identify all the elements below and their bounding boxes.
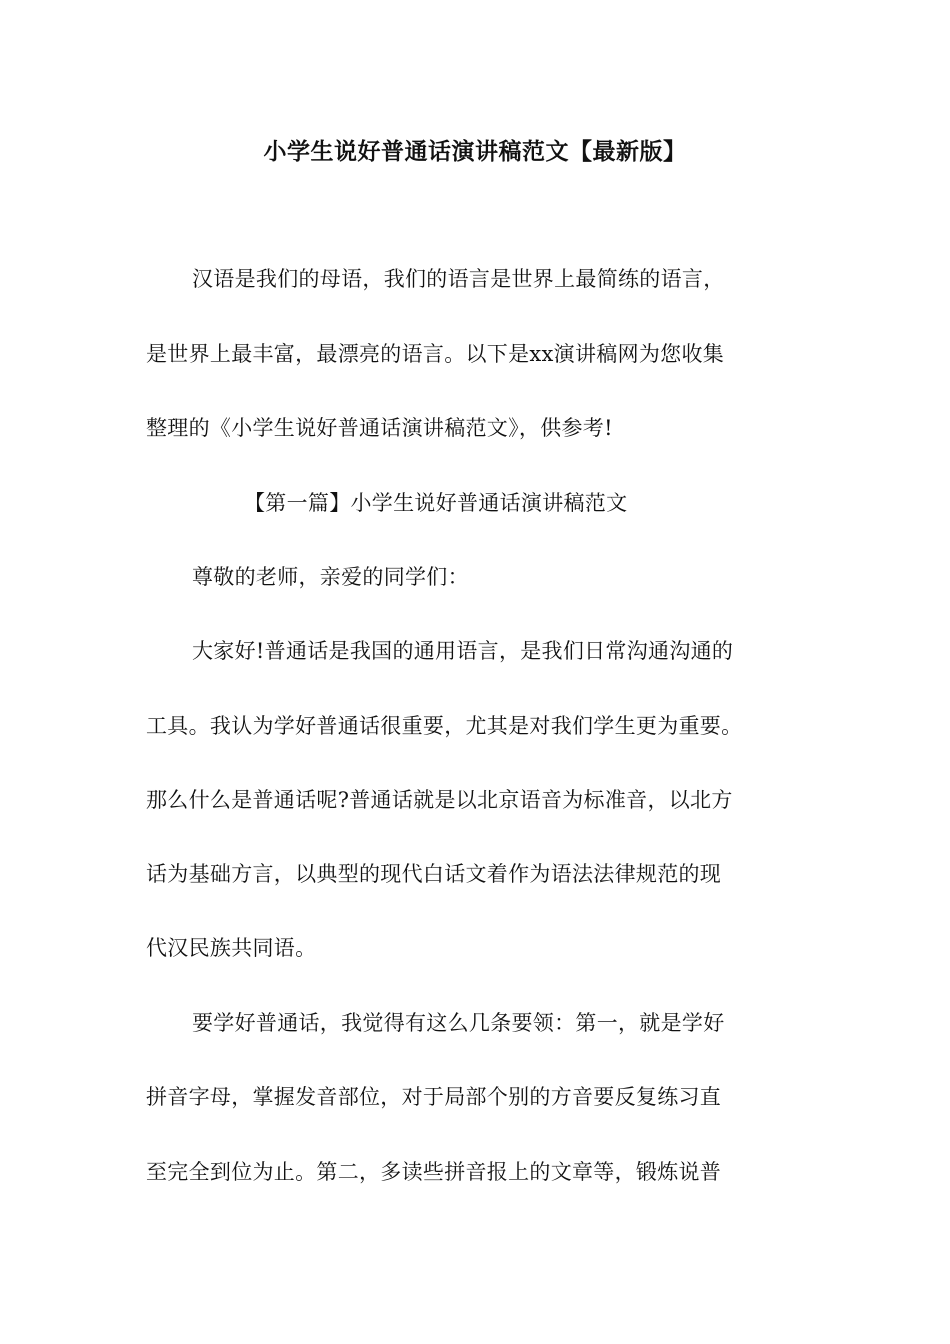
paragraph2-line-2: 拼音字母，掌握发音部位，对于局部个别的方音要反复练习直 [146,1085,722,1109]
greeting-line: 尊敬的老师，亲爱的同学们： [192,565,469,589]
paragraph1-line-5: 代汉民族共同语。 [146,936,317,960]
intro-line-1: 汉语是我们的母语，我们的语言是世界上最简练的语言， [192,267,725,291]
paragraph1-line-2: 工具。我认为学好普通话很重要，尤其是对我们学生更为重要。 [146,714,743,738]
paragraph1-line-4: 话为基础方言，以典型的现代白话文着作为语法法律规范的现 [146,862,722,886]
paragraph1-line-1: 大家好!普通话是我国的通用语言，是我们日常沟通沟通的 [192,639,734,663]
paragraph2-line-3: 至完全到位为止。第二，多读些拼音报上的文章等，锻炼说普 [146,1160,722,1184]
section-heading: 【第一篇】小学生说好普通话演讲稿范文 [244,491,628,515]
document-title: 小学生说好普通话演讲稿范文【最新版】 [263,138,687,165]
intro-line-2: 是世界上最丰富，最漂亮的语言。以下是xx演讲稿网为您收集 [146,342,725,366]
intro-line-3: 整理的《小学生说好普通话演讲稿范文》，供参考! [146,416,613,440]
paragraph1-line-3: 那么什么是普通话呢?普通话就是以北京语音为标准音，以北方 [146,788,733,812]
paragraph2-line-1: 要学好普通话，我觉得有这么几条要领：第一，就是学好 [192,1011,725,1035]
